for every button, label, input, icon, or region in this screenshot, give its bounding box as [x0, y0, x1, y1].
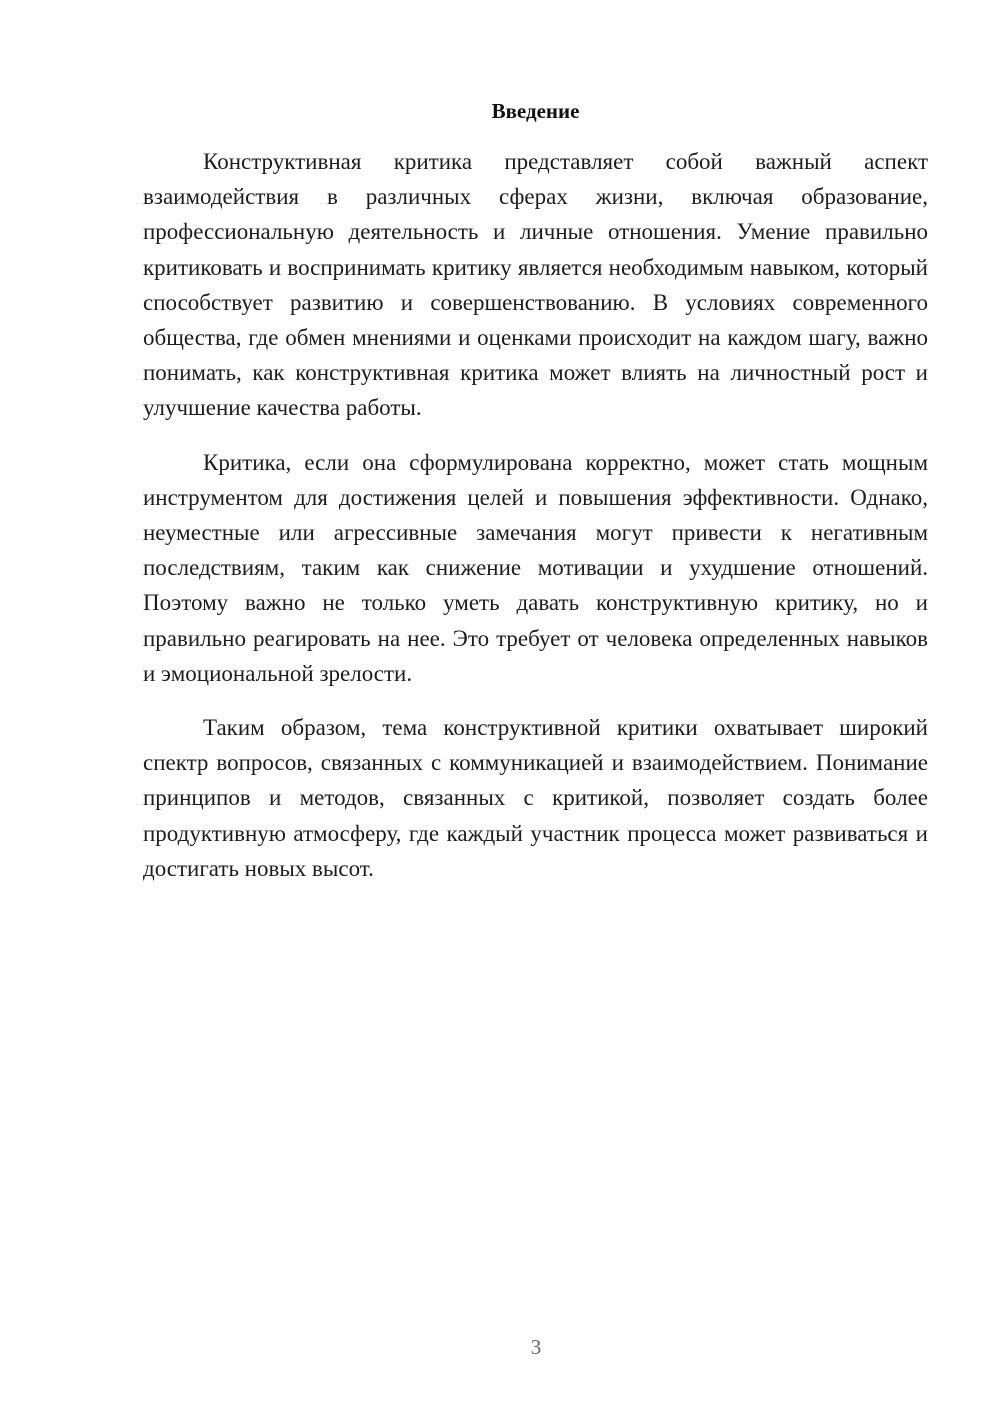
paragraph-1: Конструктивная критика представляет собой важный аспект взаимодействия в различных сферах жизни, включая образование, профессиональную деятельность и личные отношения. Умение правильно критиковать и воспринимать критику является необходимым навыком, который способствует развитию и совершенствованию. В условиях современного общества, где обмен мнениями и оценками происходит на каждом шагу, важно понимать, как конструктивная критика может влиять на личностный рост и улучшение качества работы. [143, 149, 928, 421]
paragraph-2: Критика, если она сформулирована корректно, может стать мощным инструментом для достижения целей и повышения эффективности. Однако, неуместные или агрессивные замечания могут привести к негативным последствиям, таким как снижение мотивации и ухудшение отношений. Поэтому важно не только уметь давать конструктивную критику, но и правильно реагировать на нее. Это требует от человека определенных навыков и эмоциональной зрелости. [143, 449, 928, 686]
page-content [143, 96, 928, 886]
paragraph-3: Таким образом, тема конструктивной критики охватывает широкий спектр вопросов, связанных с коммуникацией и взаимодействием. Понимание принципов и методов, связанных с критикой, позволяет создать более продуктивную атмосферу, где каждый участник процесса может развиваться и достигать новых высот. [143, 715, 928, 881]
page-number: 3 [530, 1335, 542, 1359]
section-title: Введение [491, 99, 580, 123]
